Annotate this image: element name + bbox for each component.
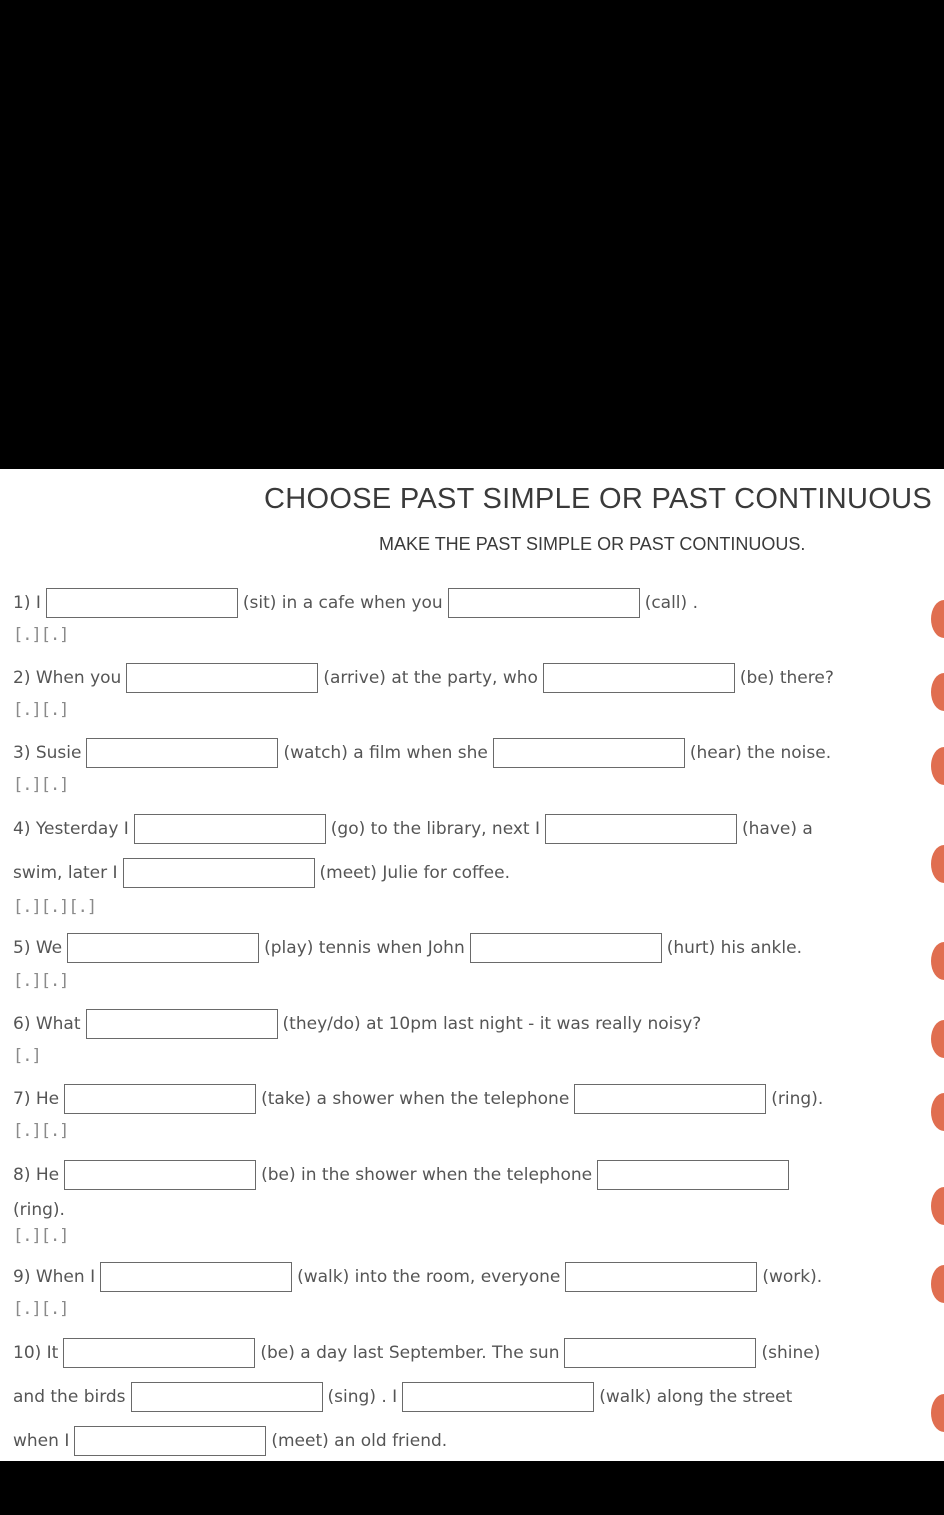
question-6-text: 6) What xyxy=(13,1014,81,1034)
question-10-text: (meet) an old friend. xyxy=(271,1431,448,1451)
check-dot-icon[interactable] xyxy=(931,600,944,638)
question-4-text: (have) a xyxy=(742,819,813,839)
question-2-text: (be) there? xyxy=(739,668,834,688)
answer-box-5b[interactable] xyxy=(470,933,662,963)
question-3-text: 3) Susie xyxy=(13,743,82,763)
question-8-line-1 xyxy=(13,1158,794,1192)
answer-box-3a[interactable] xyxy=(86,738,278,768)
question-2-text: (arrive) at the party, who xyxy=(323,668,538,688)
check-dot-icon[interactable] xyxy=(931,1093,944,1131)
check-dot-icon[interactable] xyxy=(931,1187,944,1225)
answer-box-6a[interactable] xyxy=(86,1009,278,1039)
question-9-marks: [.][.] xyxy=(13,1299,69,1319)
answer-box-10b[interactable] xyxy=(564,1338,756,1368)
answer-box-3b[interactable] xyxy=(493,738,685,768)
check-dot-icon[interactable] xyxy=(931,673,944,711)
question-1-line-1 xyxy=(13,586,698,620)
question-10-text: 10) It xyxy=(13,1343,59,1363)
question-7-text: 7) He xyxy=(13,1089,60,1109)
question-5-text: 5) We xyxy=(13,938,63,958)
question-4-text: swim, later I xyxy=(13,863,118,883)
question-10-text: and the birds xyxy=(13,1387,126,1407)
answer-box-4a[interactable] xyxy=(134,814,326,844)
worksheet xyxy=(0,469,944,1461)
question-3-marks: [.][.] xyxy=(13,775,69,795)
question-7-marks: [.][.] xyxy=(13,1121,69,1141)
check-dot-icon[interactable] xyxy=(931,747,944,785)
question-10-text: (shine) xyxy=(761,1343,821,1363)
question-3-text: (hear) the noise. xyxy=(689,743,832,763)
question-1-text: 1) I xyxy=(13,593,41,613)
answer-box-1b[interactable] xyxy=(448,588,640,618)
instruction-text: MAKE THE PAST SIMPLE OR PAST CONTINUOUS. xyxy=(379,534,806,554)
answer-box-10e[interactable] xyxy=(74,1426,266,1456)
question-8-text: (be) in the shower when the telephone xyxy=(261,1165,593,1185)
answer-box-2a[interactable] xyxy=(126,663,318,693)
question-2-text: 2) When you xyxy=(13,668,122,688)
question-10-line-3 xyxy=(13,1424,447,1458)
check-dot-icon[interactable] xyxy=(931,942,944,980)
question-10-text: (sing) . I xyxy=(327,1387,398,1407)
question-10-text: (walk) along the street xyxy=(599,1387,793,1407)
question-9-text: (work). xyxy=(762,1267,823,1287)
answer-box-7a[interactable] xyxy=(64,1084,256,1114)
question-6-text: (they/do) at 10pm last night - it was really noisy? xyxy=(282,1014,702,1034)
check-dot-icon[interactable] xyxy=(931,1394,944,1432)
question-2-line-1 xyxy=(13,661,834,695)
question-1-marks: [.][.] xyxy=(13,625,69,645)
answer-box-8a[interactable] xyxy=(64,1160,256,1190)
question-9-line-1 xyxy=(13,1260,822,1294)
answer-box-10c[interactable] xyxy=(131,1382,323,1412)
question-8-marks: [.][.] xyxy=(13,1226,69,1246)
question-4-text: (meet) Julie for coffee. xyxy=(319,863,511,883)
question-5-marks: [.][.] xyxy=(13,971,69,991)
question-8-text: (ring). xyxy=(13,1200,65,1220)
check-dot-icon[interactable] xyxy=(931,1265,944,1303)
answer-box-1a[interactable] xyxy=(46,588,238,618)
question-7-text: (take) a shower when the telephone xyxy=(261,1089,570,1109)
answer-box-9b[interactable] xyxy=(565,1262,757,1292)
answer-box-4c[interactable] xyxy=(123,858,315,888)
answer-box-2b[interactable] xyxy=(543,663,735,693)
question-10-line-2 xyxy=(13,1380,792,1414)
answer-box-8b[interactable] xyxy=(597,1160,789,1190)
question-10-line-1 xyxy=(13,1336,820,1370)
question-7-line-1 xyxy=(13,1082,823,1116)
question-4-text: (go) to the library, next I xyxy=(330,819,541,839)
question-1-text: (call) . xyxy=(644,593,698,613)
answer-box-9a[interactable] xyxy=(100,1262,292,1292)
check-dot-icon[interactable] xyxy=(931,845,944,883)
question-5-text: (play) tennis when John xyxy=(264,938,465,958)
answer-box-10d[interactable] xyxy=(402,1382,594,1412)
answer-box-10a[interactable] xyxy=(63,1338,255,1368)
question-2-marks: [.][.] xyxy=(13,700,69,720)
question-7-text: (ring). xyxy=(771,1089,824,1109)
answer-box-7b[interactable] xyxy=(574,1084,766,1114)
question-1-text: (sit) in a cafe when you xyxy=(242,593,443,613)
question-4-line-2 xyxy=(13,856,510,890)
question-4-marks: [.][.][.] xyxy=(13,897,97,917)
page-title: CHOOSE PAST SIMPLE OR PAST CONTINUOUS xyxy=(264,483,933,515)
check-dot-icon[interactable] xyxy=(931,1020,944,1058)
answer-box-5a[interactable] xyxy=(67,933,259,963)
question-3-line-1 xyxy=(13,736,831,770)
question-4-text: 4) Yesterday I xyxy=(13,819,129,839)
question-3-text: (watch) a film when she xyxy=(283,743,488,763)
question-6-line-1 xyxy=(13,1007,701,1041)
question-6-marks: [.] xyxy=(13,1046,41,1066)
answer-box-4b[interactable] xyxy=(545,814,737,844)
question-4-line-1 xyxy=(13,812,813,846)
question-5-text: (hurt) his ankle. xyxy=(666,938,802,958)
question-9-text: (walk) into the room, everyone xyxy=(297,1267,561,1287)
question-10-text: when I xyxy=(13,1431,70,1451)
question-8-text: 8) He xyxy=(13,1165,60,1185)
question-9-text: 9) When I xyxy=(13,1267,96,1287)
question-5-line-1 xyxy=(13,931,802,965)
question-10-text: (be) a day last September. The sun xyxy=(260,1343,560,1363)
question-8-line-2 xyxy=(13,1193,65,1227)
